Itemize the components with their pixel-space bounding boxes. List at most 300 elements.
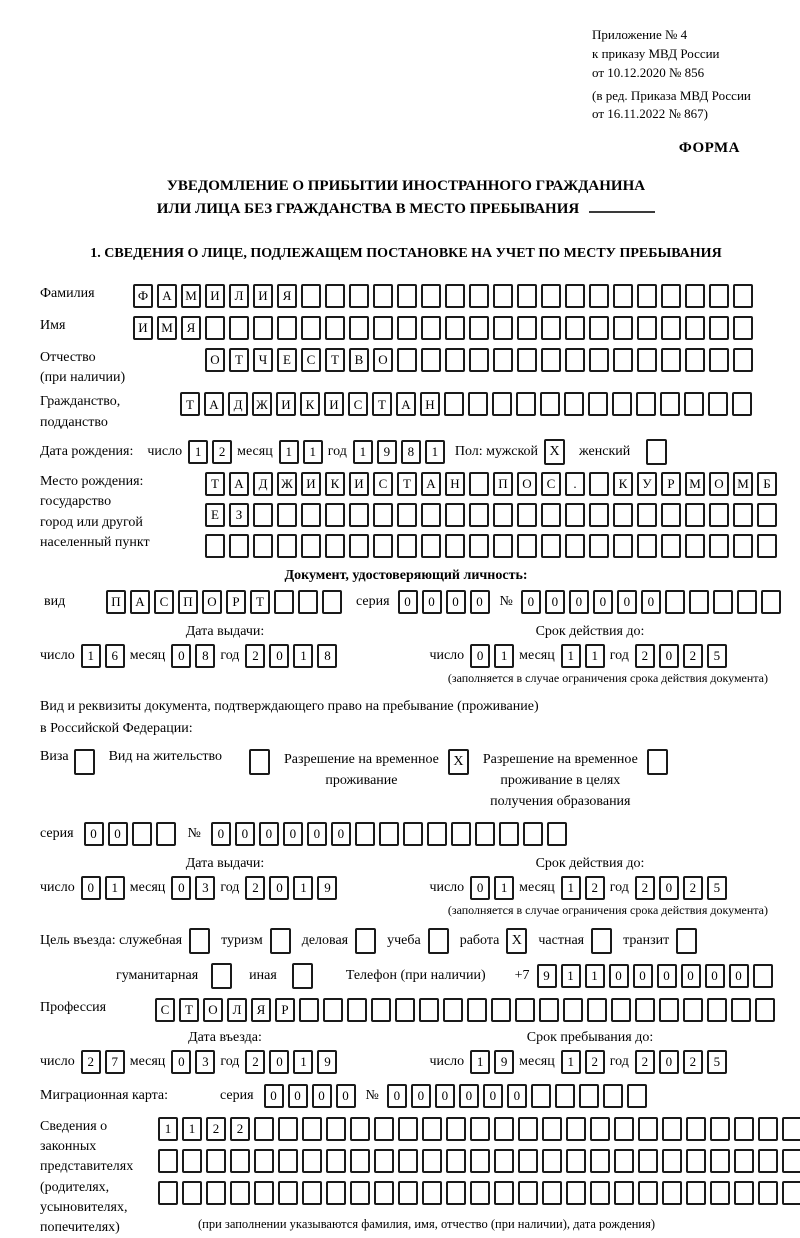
char-cell[interactable]	[683, 998, 703, 1022]
char-cell[interactable]	[518, 1149, 538, 1173]
char-cell[interactable]: А	[229, 472, 249, 496]
char-cell[interactable]: 9	[317, 876, 337, 900]
char-cell[interactable]	[661, 503, 681, 527]
char-cell[interactable]	[302, 1149, 322, 1173]
char-cell[interactable]: 1	[188, 440, 208, 464]
char-cell[interactable]	[564, 392, 584, 416]
char-cell[interactable]	[469, 534, 489, 558]
char-cell[interactable]: Т	[229, 348, 249, 372]
char-cell[interactable]: 0	[283, 822, 303, 846]
char-cell[interactable]	[253, 316, 273, 340]
char-cell[interactable]: 0	[446, 590, 466, 614]
char-cell[interactable]	[613, 503, 633, 527]
char-cell[interactable]	[589, 534, 609, 558]
char-cell[interactable]	[182, 1181, 202, 1205]
char-cell[interactable]: 1	[470, 1050, 490, 1074]
char-cell[interactable]	[613, 284, 633, 308]
char-cell[interactable]	[603, 1084, 623, 1108]
char-cell[interactable]	[182, 1149, 202, 1173]
char-cell[interactable]	[660, 392, 680, 416]
char-cell[interactable]	[590, 1117, 610, 1141]
char-cell[interactable]	[709, 284, 729, 308]
char-cell[interactable]: 0	[507, 1084, 527, 1108]
char-cell[interactable]	[517, 503, 537, 527]
char-cell[interactable]: 9	[537, 964, 557, 988]
char-cell[interactable]: 1	[494, 876, 514, 900]
char-cell[interactable]: С	[373, 472, 393, 496]
char-cell[interactable]	[587, 998, 607, 1022]
char-cell[interactable]	[349, 316, 369, 340]
char-cell[interactable]: О	[202, 590, 222, 614]
char-cell[interactable]	[565, 316, 585, 340]
char-cell[interactable]	[542, 1117, 562, 1141]
char-cell[interactable]	[493, 348, 513, 372]
char-cell[interactable]	[422, 1181, 442, 1205]
char-cell[interactable]: П	[106, 590, 126, 614]
char-cell[interactable]	[422, 1149, 442, 1173]
char-cell[interactable]: 2	[212, 440, 232, 464]
char-cell[interactable]: М	[181, 284, 201, 308]
purpose-rabota-checkbox[interactable]: X	[506, 928, 527, 954]
char-cell[interactable]	[229, 316, 249, 340]
char-cell[interactable]	[588, 392, 608, 416]
char-cell[interactable]	[493, 284, 513, 308]
char-cell[interactable]	[541, 316, 561, 340]
char-cell[interactable]	[637, 316, 657, 340]
visa-checkbox[interactable]	[74, 749, 95, 775]
purpose-delovaya-checkbox[interactable]	[355, 928, 376, 954]
char-cell[interactable]: Л	[227, 998, 247, 1022]
char-cell[interactable]: 2	[245, 876, 265, 900]
char-cell[interactable]	[493, 316, 513, 340]
char-cell[interactable]	[637, 284, 657, 308]
char-cell[interactable]	[492, 392, 512, 416]
char-cell[interactable]	[590, 1181, 610, 1205]
char-cell[interactable]: Я	[277, 284, 297, 308]
char-cell[interactable]: Ф	[133, 284, 153, 308]
char-cell[interactable]	[523, 822, 543, 846]
char-cell[interactable]	[613, 348, 633, 372]
char-cell[interactable]: 0	[171, 1050, 191, 1074]
char-cell[interactable]	[451, 822, 471, 846]
char-cell[interactable]: 0	[729, 964, 749, 988]
char-cell[interactable]	[445, 503, 465, 527]
char-cell[interactable]	[709, 348, 729, 372]
char-cell[interactable]: Т	[325, 348, 345, 372]
char-cell[interactable]	[686, 1149, 706, 1173]
char-cell[interactable]	[499, 822, 519, 846]
char-cell[interactable]	[565, 503, 585, 527]
char-cell[interactable]: А	[204, 392, 224, 416]
char-cell[interactable]: М	[685, 472, 705, 496]
char-cell[interactable]	[254, 1181, 274, 1205]
char-cell[interactable]	[277, 503, 297, 527]
char-cell[interactable]: 0	[470, 590, 490, 614]
char-cell[interactable]	[322, 590, 342, 614]
char-cell[interactable]	[614, 1149, 634, 1173]
char-cell[interactable]	[782, 1149, 800, 1173]
char-cell[interactable]: 7	[105, 1050, 125, 1074]
char-cell[interactable]: Ж	[252, 392, 272, 416]
char-cell[interactable]: 2	[245, 644, 265, 668]
char-cell[interactable]	[612, 392, 632, 416]
char-cell[interactable]: 0	[269, 644, 289, 668]
char-cell[interactable]: 0	[609, 964, 629, 988]
char-cell[interactable]	[662, 1117, 682, 1141]
char-cell[interactable]	[468, 392, 488, 416]
char-cell[interactable]	[397, 503, 417, 527]
char-cell[interactable]: 1	[279, 440, 299, 464]
char-cell[interactable]	[732, 392, 752, 416]
char-cell[interactable]: К	[613, 472, 633, 496]
char-cell[interactable]	[206, 1149, 226, 1173]
char-cell[interactable]	[445, 284, 465, 308]
char-cell[interactable]: 0	[470, 876, 490, 900]
char-cell[interactable]	[547, 822, 567, 846]
char-cell[interactable]: Н	[420, 392, 440, 416]
char-cell[interactable]	[709, 503, 729, 527]
char-cell[interactable]: И	[133, 316, 153, 340]
char-cell[interactable]: П	[178, 590, 198, 614]
char-cell[interactable]	[277, 534, 297, 558]
char-cell[interactable]: В	[349, 348, 369, 372]
char-cell[interactable]: К	[325, 472, 345, 496]
char-cell[interactable]	[397, 534, 417, 558]
char-cell[interactable]	[565, 534, 585, 558]
char-cell[interactable]: 9	[494, 1050, 514, 1074]
char-cell[interactable]: 0	[211, 822, 231, 846]
char-cell[interactable]: 0	[470, 644, 490, 668]
char-cell[interactable]	[661, 284, 681, 308]
char-cell[interactable]: 2	[683, 876, 703, 900]
char-cell[interactable]: 1	[494, 644, 514, 668]
char-cell[interactable]: 1	[425, 440, 445, 464]
char-cell[interactable]	[326, 1181, 346, 1205]
char-cell[interactable]	[685, 284, 705, 308]
char-cell[interactable]	[421, 503, 441, 527]
char-cell[interactable]	[589, 316, 609, 340]
char-cell[interactable]	[325, 503, 345, 527]
char-cell[interactable]	[302, 1117, 322, 1141]
char-cell[interactable]	[298, 590, 318, 614]
char-cell[interactable]	[422, 1117, 442, 1141]
char-cell[interactable]	[589, 472, 609, 496]
char-cell[interactable]	[398, 1149, 418, 1173]
char-cell[interactable]: Т	[180, 392, 200, 416]
char-cell[interactable]	[326, 1117, 346, 1141]
char-cell[interactable]	[493, 503, 513, 527]
char-cell[interactable]	[253, 503, 273, 527]
purpose-chastnaya-checkbox[interactable]	[591, 928, 612, 954]
char-cell[interactable]	[421, 316, 441, 340]
char-cell[interactable]: 0	[307, 822, 327, 846]
char-cell[interactable]: М	[157, 316, 177, 340]
purpose-ucheba-checkbox[interactable]	[428, 928, 449, 954]
char-cell[interactable]: 0	[336, 1084, 356, 1108]
char-cell[interactable]	[494, 1149, 514, 1173]
char-cell[interactable]	[758, 1149, 778, 1173]
temp-residence-checkbox[interactable]: X	[448, 749, 469, 775]
char-cell[interactable]	[637, 534, 657, 558]
char-cell[interactable]: А	[157, 284, 177, 308]
char-cell[interactable]: Т	[205, 472, 225, 496]
char-cell[interactable]	[494, 1117, 514, 1141]
char-cell[interactable]: 1	[585, 964, 605, 988]
char-cell[interactable]: 0	[617, 590, 637, 614]
char-cell[interactable]	[445, 316, 465, 340]
char-cell[interactable]	[355, 822, 375, 846]
char-cell[interactable]	[427, 822, 447, 846]
char-cell[interactable]	[325, 284, 345, 308]
char-cell[interactable]: 0	[659, 876, 679, 900]
char-cell[interactable]: Е	[277, 348, 297, 372]
char-cell[interactable]	[685, 534, 705, 558]
char-cell[interactable]: Б	[757, 472, 777, 496]
char-cell[interactable]	[517, 284, 537, 308]
char-cell[interactable]	[662, 1181, 682, 1205]
char-cell[interactable]	[758, 1117, 778, 1141]
char-cell[interactable]	[158, 1149, 178, 1173]
char-cell[interactable]	[761, 590, 781, 614]
char-cell[interactable]	[445, 348, 465, 372]
char-cell[interactable]: 0	[331, 822, 351, 846]
char-cell[interactable]: 2	[230, 1117, 250, 1141]
char-cell[interactable]: 0	[269, 1050, 289, 1074]
page-number-blank[interactable]	[589, 201, 655, 213]
char-cell[interactable]: 1	[182, 1117, 202, 1141]
char-cell[interactable]	[469, 284, 489, 308]
char-cell[interactable]	[685, 316, 705, 340]
char-cell[interactable]	[758, 1181, 778, 1205]
char-cell[interactable]	[613, 316, 633, 340]
char-cell[interactable]: А	[421, 472, 441, 496]
char-cell[interactable]: 0	[269, 876, 289, 900]
char-cell[interactable]: 0	[593, 590, 613, 614]
char-cell[interactable]	[684, 392, 704, 416]
char-cell[interactable]: 0	[483, 1084, 503, 1108]
char-cell[interactable]: 2	[585, 876, 605, 900]
char-cell[interactable]	[566, 1149, 586, 1173]
char-cell[interactable]: 0	[108, 822, 128, 846]
char-cell[interactable]	[517, 348, 537, 372]
char-cell[interactable]: 0	[81, 876, 101, 900]
char-cell[interactable]	[301, 316, 321, 340]
char-cell[interactable]	[403, 822, 423, 846]
char-cell[interactable]	[734, 1181, 754, 1205]
char-cell[interactable]	[397, 316, 417, 340]
char-cell[interactable]: 0	[171, 644, 191, 668]
char-cell[interactable]	[446, 1149, 466, 1173]
char-cell[interactable]	[589, 348, 609, 372]
char-cell[interactable]: 0	[705, 964, 725, 988]
char-cell[interactable]	[627, 1084, 647, 1108]
char-cell[interactable]	[614, 1117, 634, 1141]
char-cell[interactable]: 3	[195, 1050, 215, 1074]
char-cell[interactable]	[637, 348, 657, 372]
char-cell[interactable]: 1	[585, 644, 605, 668]
char-cell[interactable]	[713, 590, 733, 614]
char-cell[interactable]: Д	[253, 472, 273, 496]
char-cell[interactable]: У	[637, 472, 657, 496]
char-cell[interactable]	[395, 998, 415, 1022]
char-cell[interactable]	[446, 1181, 466, 1205]
char-cell[interactable]: 1	[561, 876, 581, 900]
char-cell[interactable]	[638, 1149, 658, 1173]
char-cell[interactable]: Н	[445, 472, 465, 496]
char-cell[interactable]: О	[205, 348, 225, 372]
char-cell[interactable]	[734, 1149, 754, 1173]
char-cell[interactable]	[374, 1149, 394, 1173]
char-cell[interactable]: 0	[633, 964, 653, 988]
char-cell[interactable]: 8	[195, 644, 215, 668]
char-cell[interactable]: З	[229, 503, 249, 527]
char-cell[interactable]: 9	[317, 1050, 337, 1074]
char-cell[interactable]: 1	[293, 876, 313, 900]
char-cell[interactable]: 0	[259, 822, 279, 846]
char-cell[interactable]	[709, 534, 729, 558]
char-cell[interactable]: И	[253, 284, 273, 308]
char-cell[interactable]	[709, 316, 729, 340]
char-cell[interactable]	[638, 1181, 658, 1205]
char-cell[interactable]	[707, 998, 727, 1022]
char-cell[interactable]	[541, 503, 561, 527]
char-cell[interactable]: О	[709, 472, 729, 496]
char-cell[interactable]: С	[348, 392, 368, 416]
char-cell[interactable]	[661, 348, 681, 372]
char-cell[interactable]: 0	[521, 590, 541, 614]
char-cell[interactable]	[278, 1117, 298, 1141]
char-cell[interactable]	[494, 1181, 514, 1205]
char-cell[interactable]	[349, 284, 369, 308]
char-cell[interactable]	[301, 503, 321, 527]
char-cell[interactable]: 2	[683, 644, 703, 668]
char-cell[interactable]: 0	[264, 1084, 284, 1108]
char-cell[interactable]	[518, 1117, 538, 1141]
char-cell[interactable]	[614, 1181, 634, 1205]
char-cell[interactable]	[733, 284, 753, 308]
char-cell[interactable]	[373, 316, 393, 340]
char-cell[interactable]	[379, 822, 399, 846]
char-cell[interactable]	[579, 1084, 599, 1108]
char-cell[interactable]: 2	[81, 1050, 101, 1074]
char-cell[interactable]	[371, 998, 391, 1022]
char-cell[interactable]: 0	[569, 590, 589, 614]
char-cell[interactable]: П	[493, 472, 513, 496]
char-cell[interactable]: Л	[229, 284, 249, 308]
char-cell[interactable]	[301, 534, 321, 558]
char-cell[interactable]	[685, 348, 705, 372]
char-cell[interactable]	[491, 998, 511, 1022]
char-cell[interactable]: 5	[707, 876, 727, 900]
purpose-turizm-checkbox[interactable]	[270, 928, 291, 954]
char-cell[interactable]	[589, 284, 609, 308]
char-cell[interactable]: Д	[228, 392, 248, 416]
char-cell[interactable]	[374, 1117, 394, 1141]
char-cell[interactable]	[733, 534, 753, 558]
char-cell[interactable]: Ч	[253, 348, 273, 372]
char-cell[interactable]	[611, 998, 631, 1022]
char-cell[interactable]	[686, 1117, 706, 1141]
char-cell[interactable]: Я	[181, 316, 201, 340]
char-cell[interactable]: 0	[312, 1084, 332, 1108]
char-cell[interactable]	[636, 392, 656, 416]
char-cell[interactable]: О	[203, 998, 223, 1022]
char-cell[interactable]	[470, 1181, 490, 1205]
char-cell[interactable]	[350, 1181, 370, 1205]
char-cell[interactable]	[349, 503, 369, 527]
char-cell[interactable]: 1	[353, 440, 373, 464]
purpose-tranzit-checkbox[interactable]	[676, 928, 697, 954]
char-cell[interactable]: 2	[635, 876, 655, 900]
char-cell[interactable]	[445, 534, 465, 558]
char-cell[interactable]: Т	[250, 590, 270, 614]
char-cell[interactable]	[710, 1117, 730, 1141]
char-cell[interactable]	[635, 998, 655, 1022]
char-cell[interactable]: 1	[561, 1050, 581, 1074]
char-cell[interactable]	[469, 316, 489, 340]
char-cell[interactable]: 1	[561, 964, 581, 988]
char-cell[interactable]	[350, 1117, 370, 1141]
char-cell[interactable]	[397, 348, 417, 372]
char-cell[interactable]	[205, 534, 225, 558]
char-cell[interactable]	[421, 348, 441, 372]
char-cell[interactable]: 2	[245, 1050, 265, 1074]
char-cell[interactable]: Я	[251, 998, 271, 1022]
char-cell[interactable]	[301, 284, 321, 308]
char-cell[interactable]: 5	[707, 1050, 727, 1074]
char-cell[interactable]	[555, 1084, 575, 1108]
purpose-inaya-checkbox[interactable]	[292, 963, 313, 989]
char-cell[interactable]: 8	[401, 440, 421, 464]
char-cell[interactable]	[467, 998, 487, 1022]
char-cell[interactable]	[689, 590, 709, 614]
char-cell[interactable]	[230, 1149, 250, 1173]
char-cell[interactable]	[733, 503, 753, 527]
char-cell[interactable]	[734, 1117, 754, 1141]
char-cell[interactable]: А	[130, 590, 150, 614]
char-cell[interactable]	[469, 472, 489, 496]
char-cell[interactable]	[685, 503, 705, 527]
char-cell[interactable]: 0	[641, 590, 661, 614]
char-cell[interactable]	[540, 392, 560, 416]
char-cell[interactable]	[613, 534, 633, 558]
char-cell[interactable]	[398, 1181, 418, 1205]
char-cell[interactable]: О	[373, 348, 393, 372]
char-cell[interactable]: Т	[179, 998, 199, 1022]
char-cell[interactable]: 5	[707, 644, 727, 668]
char-cell[interactable]: 2	[635, 1050, 655, 1074]
char-cell[interactable]	[737, 590, 757, 614]
char-cell[interactable]	[254, 1117, 274, 1141]
char-cell[interactable]	[373, 503, 393, 527]
char-cell[interactable]: Ж	[277, 472, 297, 496]
char-cell[interactable]: 0	[681, 964, 701, 988]
char-cell[interactable]: 1	[293, 644, 313, 668]
char-cell[interactable]	[419, 998, 439, 1022]
char-cell[interactable]	[589, 503, 609, 527]
char-cell[interactable]	[782, 1181, 800, 1205]
char-cell[interactable]	[517, 316, 537, 340]
char-cell[interactable]	[277, 316, 297, 340]
char-cell[interactable]	[661, 316, 681, 340]
char-cell[interactable]	[757, 534, 777, 558]
char-cell[interactable]	[662, 1149, 682, 1173]
char-cell[interactable]	[326, 1149, 346, 1173]
char-cell[interactable]	[347, 998, 367, 1022]
char-cell[interactable]	[590, 1149, 610, 1173]
char-cell[interactable]	[350, 1149, 370, 1173]
char-cell[interactable]: 9	[377, 440, 397, 464]
